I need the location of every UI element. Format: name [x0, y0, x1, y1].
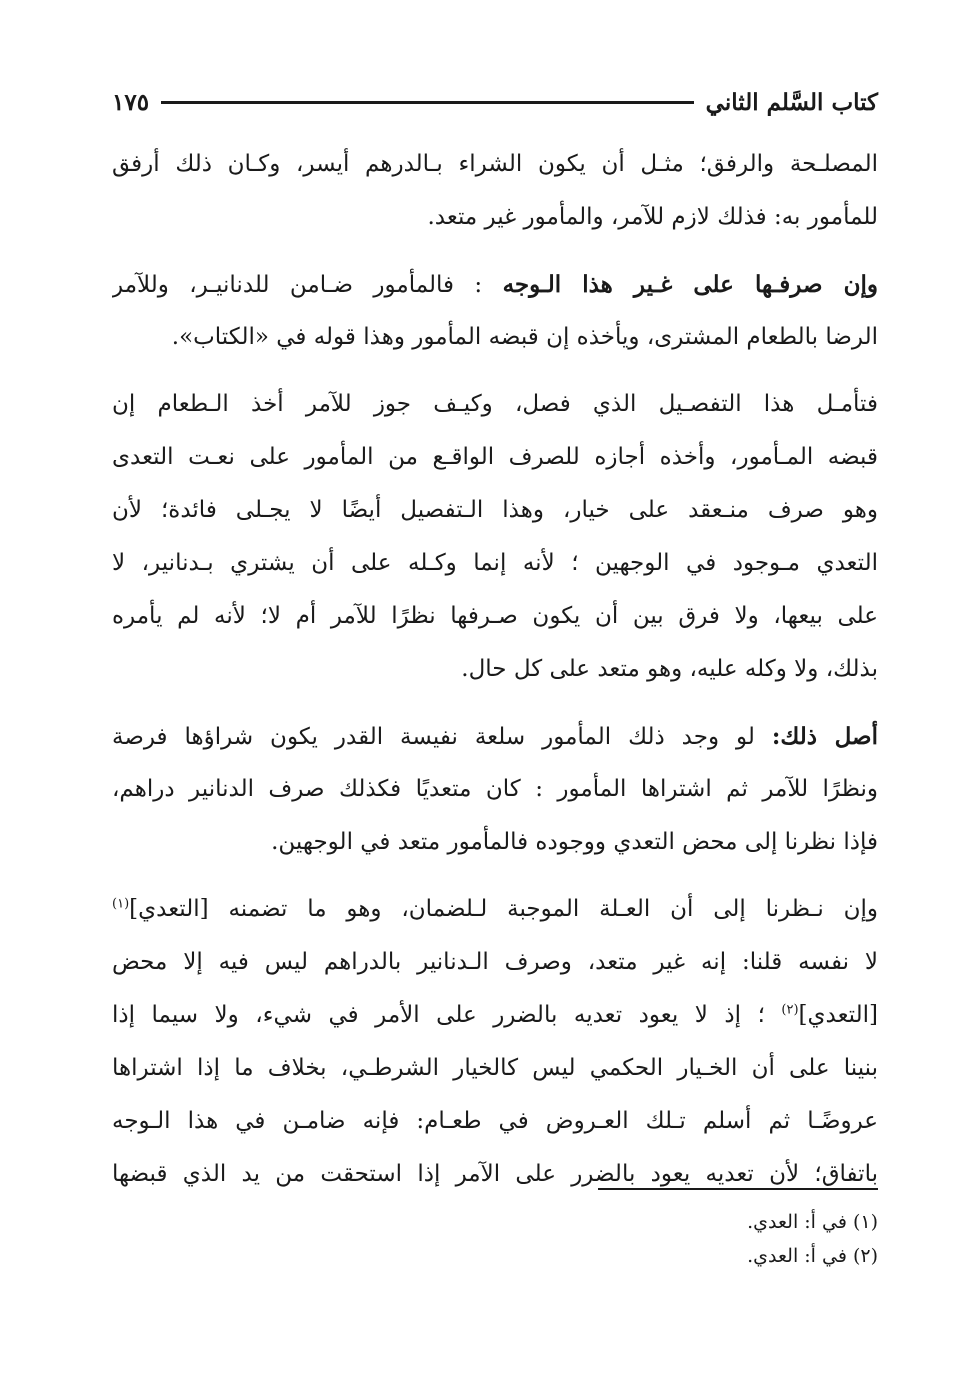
header-rule — [161, 101, 694, 104]
text-line: بنينا على أن الخـيار الحكمي ليس كالخيار الشرطـي، بخلاف ما إذا اشتراها — [112, 1055, 878, 1081]
text-line: بذلك، ولا وكله عليه، وهو متعد على كل حال. — [461, 656, 878, 682]
footnote-ref-1: (١) — [112, 896, 130, 912]
footnote-ref-2: (٢) — [781, 1002, 799, 1018]
paragraph-4 — [112, 710, 878, 869]
paragraph-3 — [112, 378, 878, 696]
text-line — [112, 989, 878, 1042]
text-line: لا نفسه قلنا: إنه غير متعد، وصرف الـدنانير بالدراهم ليس فيه إلا محض — [112, 949, 878, 975]
text-line: التعدي مـوجود في الوجهين ؛ لأنه إنما وكـله على أن يشتري بـدنانير، لا — [112, 550, 878, 576]
paragraph-2 — [112, 258, 878, 364]
text-segment: : فالمأمور ضـامن للدنانيـر، وللآمر — [112, 272, 503, 298]
text-segment: [التعدي] — [798, 1002, 878, 1028]
text-line: ونظرًا للآمر ثم اشتراها المأمور : كان متعديًا فكذلك صرف الدنانير دراهم، — [112, 776, 878, 802]
paragraph-1 — [112, 138, 878, 244]
footnote-separator — [598, 1188, 878, 1190]
running-header — [112, 80, 878, 124]
page-number: ١٧٥ — [112, 88, 150, 116]
text-line: قبضه المـأمور، وأخذه أجازه للصرف الواقـع من المأمور على نعـت التعدى — [112, 444, 878, 470]
text-line: للمأمور به: فذلك لازم للآمر، والمأمور غير متعد. — [427, 204, 878, 230]
text-segment: لو وجد ذلك المأمور سلعة نفيسة القدر يكون شراؤها فرصة — [112, 724, 772, 750]
footnotes — [112, 1205, 878, 1273]
paragraph-5 — [112, 883, 878, 1201]
text-line: الرضا بالطعام المشترى، ويأخذه إن قبضه المأمور وهذا قوله في «الكتاب». — [171, 324, 878, 350]
footnote-2: (٢) في أ: العدي. — [747, 1245, 878, 1267]
book-title: كتاب السَّلم الثاني — [705, 88, 878, 116]
text-line: وهو صرف منـعقد على خيار، وهذا الـتفصيل أيضًا لا يجـلى فائدة؛ لأن — [112, 497, 878, 523]
text-line — [112, 710, 878, 763]
text-segment: وإن نـظرنا إلى أن العـلة الموجبة لـلضمان، وهو ما تضمنه [التعدي] — [129, 896, 878, 922]
text-line: فإذا نظرنا إلى محض التعدي ووجوده فالمأمور متعد في الوجهين. — [271, 829, 878, 855]
text-line — [112, 258, 878, 311]
text-line: على بيعها، ولا فرق بين أن يكون صـرفها نظرًا للآمر أم لا؛ لأنه لم يأمره — [112, 603, 878, 629]
text-line: باتفاق؛ لأن تعديه يعود بالضرر على الآمر إذا استحقت من يد الذي قبضها — [112, 1161, 878, 1187]
bold-lead: وإن صرفـها على غـير هذا الـوجه — [502, 271, 878, 298]
text-line: المصلـحة والرفق؛ مثـل أن يكون الشراء بـالدرهم أيسر، وكـان ذلك أرفق — [112, 151, 878, 177]
text-segment: ؛ إذ لا يعود تعديه بالضرر على الأمر في شيء، ولا سيما إذا — [112, 1002, 782, 1028]
text-line: فتأمـل هذا التفصـيل الذي فصل، وكيـف جوز للآمر أخذ الـطعام إن — [112, 391, 878, 417]
bold-lead: أصل ذلك: — [771, 723, 878, 750]
text-line: عروضًـا ثم أسلم تـلك العـروض في طعـام: فإنه ضامـن في هذا الـوجه — [112, 1108, 878, 1134]
text-line — [112, 883, 878, 936]
body-text — [112, 138, 878, 1215]
footnote-1: (١) في أ: العدي. — [747, 1211, 878, 1233]
